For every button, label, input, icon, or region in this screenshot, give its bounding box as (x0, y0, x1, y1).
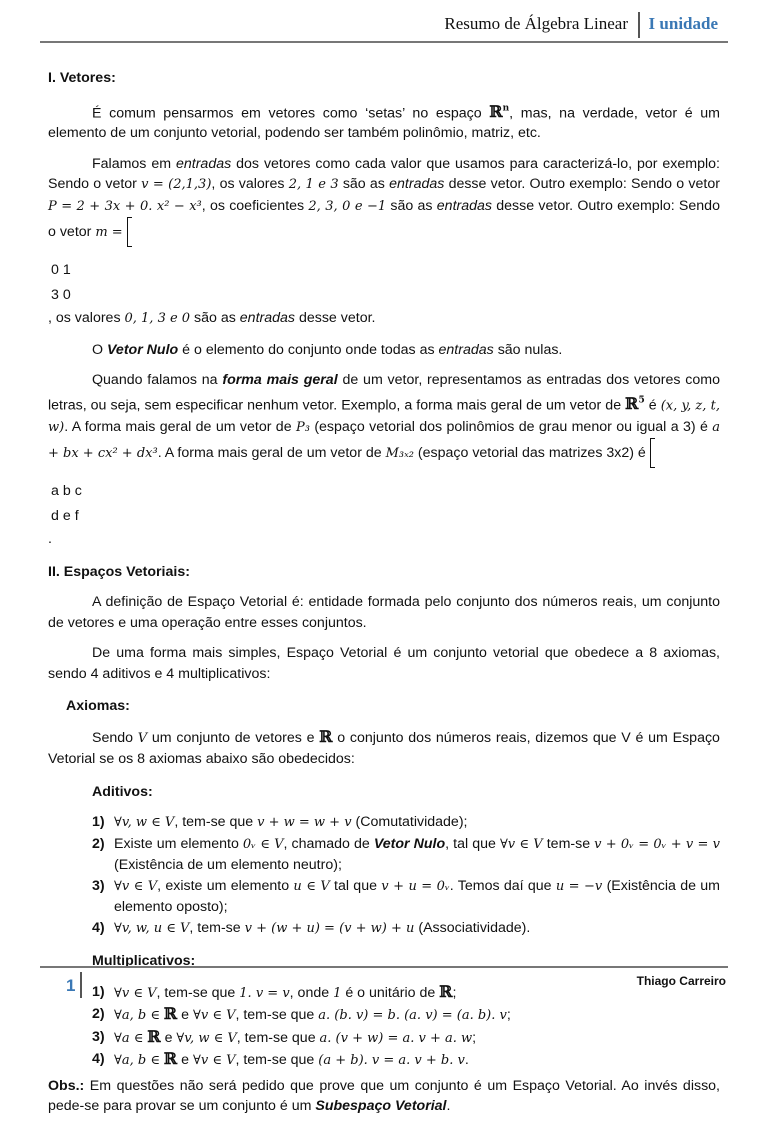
italic-text: entradas (175, 155, 232, 172)
math: 1. v = v (239, 985, 290, 1001)
paragraph-definicao: A definição de Espaço Vetorial é: entidade formada pelo conjunto dos números reais, um conjunto de vetores e uma operação entre esses conjuntos. (48, 594, 720, 631)
text: . A forma mais geral de um vetor de (64, 418, 292, 435)
text: Existe um elemento (114, 835, 239, 852)
bracket-left (127, 217, 132, 247)
paragraph-forma-geral (48, 370, 720, 468)
math: 1 (333, 985, 342, 1001)
matrix-cell: a (51, 483, 59, 500)
text: Sendo (92, 729, 134, 746)
subheading-multiplicativos: Multiplicativos: (92, 953, 196, 970)
text: é o elemento do conjunto onde todas as (182, 341, 435, 358)
text: são nulas. (497, 341, 563, 358)
paragraph-axiomas-intro: De uma forma mais simples, Espaço Vetorial é um conjunto vetorial que obedece a 8 axiomas, sendo 4 aditivos e 4 multiplicativos: (48, 645, 720, 682)
paragraph-entradas (48, 154, 720, 248)
item-number: 2) (92, 1006, 105, 1023)
text: um conjunto de vetores e (151, 729, 315, 746)
item-number: 1) (92, 814, 105, 831)
math: P₃ (295, 419, 310, 435)
text: , tem-se que (235, 1052, 315, 1069)
matrix-m (127, 217, 132, 247)
text: ℝ (489, 101, 503, 121)
text: Quando falamos na (92, 372, 218, 389)
aditivos-list (48, 812, 720, 939)
page-footer (40, 966, 728, 1006)
real-symbol: ℝ (439, 981, 453, 1001)
header-separator (638, 12, 640, 38)
text: são as (390, 197, 433, 214)
text: , os valores (48, 310, 121, 327)
text: e (181, 1007, 190, 1024)
math: a + bx + cx² + dx³ (48, 419, 720, 461)
text: desse vetor. Outro exemplo: Sendo o vetor (48, 197, 720, 241)
page-number: 1 (66, 976, 76, 995)
math: a. (v + w) = a. v + a. w (319, 1030, 473, 1046)
text: é o unitário de (345, 984, 436, 1001)
text: . (48, 531, 52, 548)
item-text (114, 1004, 720, 1027)
math: 0ᵥ ∈ V (242, 836, 284, 852)
math: m = (95, 225, 123, 241)
text: , tem-se (189, 919, 241, 936)
item-number: 3) (92, 877, 105, 894)
footer-rule (40, 966, 728, 968)
matrix-cell: c (74, 483, 82, 500)
italic-text: entradas (389, 176, 445, 193)
footer-author: Thiago Carreiro (636, 974, 726, 988)
math: (a + b). v = a. v + b. v (318, 1053, 465, 1069)
math: a. (b. v) = b. (a. v) = (a. b). v (318, 1008, 507, 1024)
paragraph-sendo-v (48, 727, 720, 770)
list-item (92, 812, 720, 834)
math: ∀v, w ∈ V (114, 815, 175, 831)
math: u ∈ V (293, 878, 330, 894)
real-symbol (489, 102, 509, 121)
math: ∀v ∈ V (114, 985, 157, 1001)
superscript: 5 (638, 395, 645, 406)
text: ℝ (625, 394, 639, 414)
text: . (464, 1052, 469, 1069)
math: 2, 1 e 3 (288, 177, 339, 193)
matrix-cell: f (74, 507, 79, 524)
item-text (114, 918, 720, 940)
text: , tal que (445, 835, 496, 852)
item-text (114, 812, 720, 834)
matrix-table (48, 478, 85, 529)
list-item (92, 918, 720, 940)
bracket-left (650, 438, 655, 468)
text: é (648, 397, 657, 414)
italic-text: entradas (438, 341, 494, 358)
matrix-cell: 0 (62, 286, 71, 303)
math: v + u = 0ᵥ (381, 878, 450, 894)
text: . A forma mais geral de um vetor de (157, 444, 382, 461)
text: ; (452, 984, 457, 1001)
math: ∀a, b ∈ (114, 1053, 160, 1069)
text: (Existência de um elemento oposto); (114, 877, 721, 916)
text: e (164, 1029, 173, 1046)
text: , onde (289, 984, 330, 1001)
math: ∀v, w, u ∈ V (114, 920, 190, 936)
text: tal que (334, 877, 377, 894)
item-text (114, 876, 720, 918)
text: Em questões não será pedido que prove que um conjunto é um Espaço Vetorial. Ao invés disso, pede-se para provar se um conjunto é um (48, 1077, 720, 1115)
item-text (114, 834, 720, 876)
bold-italic-text: Subespaço Vetorial (315, 1098, 447, 1115)
obs-label: Obs.: (48, 1077, 85, 1094)
paragraph-setas (48, 99, 720, 144)
italic-text: entradas (436, 197, 493, 214)
math: ∀v ∈ V (193, 1008, 236, 1024)
real-symbol (625, 394, 645, 413)
section-heading-espacos: II. Espaços Vetoriais: (48, 563, 190, 580)
math: v + 0ᵥ = 0ᵥ + v = v (594, 836, 720, 852)
text: (Associatividade). (418, 919, 531, 936)
text: de um vetor, representamos as entradas dos vetores como letras, ou seja, sem especificar nenhum vetor. Exemplo, a forma mais geral de um vetor de (48, 372, 720, 414)
text: (espaço vetorial dos polinômios de grau menor ou igual a 3) é (314, 418, 708, 435)
paragraph-obs (48, 1076, 720, 1117)
math: ∀v ∈ V (114, 878, 158, 894)
math: V (137, 730, 148, 746)
math: ∀v ∈ V (499, 836, 543, 852)
text: . (446, 1098, 451, 1115)
item-number: 2) (92, 835, 105, 852)
paragraph-vetor-nulo (48, 340, 720, 361)
matrix-cell: 0 (51, 262, 59, 279)
text: , tem-se que (235, 1007, 315, 1024)
item-text (114, 1049, 720, 1072)
matrix-table (48, 257, 74, 308)
matrix-general (650, 438, 655, 468)
real-symbol: ℝ (163, 1049, 178, 1069)
text: desse vetor. Outro exemplo: Sendo o vetor (448, 176, 720, 193)
text: , chamado de (283, 835, 370, 852)
page-header (40, 12, 728, 40)
text: Falamos em (92, 155, 172, 172)
real-symbol: ℝ (147, 1026, 161, 1046)
math: 2, 3, 0 e −1 (308, 198, 387, 214)
italic-text: entradas (239, 310, 296, 327)
text: , os valores (211, 176, 285, 193)
text: ; (472, 1029, 477, 1046)
math: ∀a, b ∈ (114, 1008, 160, 1024)
text: , os coeficientes (201, 197, 305, 214)
math: v + (w + u) = (v + w) + u (244, 920, 415, 936)
text: tem-se (546, 835, 591, 852)
item-text (114, 1027, 720, 1050)
real-symbol: ℝ (319, 726, 333, 746)
text: , tem-se que (174, 814, 254, 831)
text: dos vetores como cada valor que usamos para caracterizá-lo, por exemplo: Sendo o vetor (48, 155, 720, 193)
subheading-axiomas: Axiomas: (66, 698, 130, 715)
real-symbol: ℝ (163, 1004, 178, 1024)
bold-italic-text: Vetor Nulo (107, 341, 179, 358)
superscript: n (502, 103, 510, 114)
math: ∀a ∈ (114, 1030, 144, 1046)
list-item (92, 1004, 720, 1027)
list-item (92, 876, 720, 918)
text: e (181, 1052, 190, 1069)
math: P = 2 + 3x + 0. x² − x³ (48, 198, 202, 214)
text: , existe um elemento (157, 877, 290, 894)
math: ∀v ∈ V (193, 1053, 236, 1069)
math: u = −v (555, 878, 603, 894)
text: , mas, na verdade, vetor é um elemento de um conjunto vetorial, podendo ser também polinômio, matriz, etc. (48, 104, 720, 142)
list-item (92, 1027, 720, 1050)
matrix-cell: d (51, 507, 59, 524)
text: (Existência de um elemento neutro); (114, 857, 342, 874)
text: são as (342, 176, 385, 193)
header-unit: I unidade (648, 14, 718, 33)
math: v = (2,1,3) (141, 177, 212, 193)
text: É comum pensarmos em vetores como ‘setas’ no espaço (92, 104, 482, 121)
list-item (92, 834, 720, 876)
header-title: Resumo de Álgebra Linear (444, 14, 628, 33)
matrix-cell: e (62, 507, 71, 524)
math: ∀v, w ∈ V (176, 1030, 237, 1046)
item-number: 4) (92, 1051, 105, 1068)
text: ; (506, 1007, 511, 1024)
text: O (92, 341, 104, 358)
text: (Comutatividade); (355, 814, 468, 831)
math: M₃ₓ₂ (385, 445, 414, 461)
matrix-cell: 1 (62, 262, 71, 279)
item-number: 4) (92, 919, 105, 936)
text: são as (194, 310, 236, 327)
header-rule (40, 41, 728, 43)
bold-italic-text: Vetor Nulo (373, 835, 446, 852)
list-item (92, 1049, 720, 1072)
section-heading-vetores: I. Vetores: (48, 70, 116, 86)
item-number: 1) (92, 983, 105, 1000)
matrix-cell: b (62, 483, 71, 500)
math: v + w = w + v (257, 815, 352, 831)
matrix-cell: 3 (51, 286, 59, 303)
bold-italic-text: forma mais geral (222, 372, 338, 389)
text: o conjunto dos números reais, dizemos que V é um Espaço Vetorial se os 8 axiomas abaixo são obedecidos: (48, 729, 720, 768)
item-number: 3) (92, 1028, 105, 1045)
text: . Temos daí que (449, 877, 552, 894)
math: 0, 1, 3 e 0 (124, 311, 191, 327)
text: , tem-se que (156, 984, 236, 1001)
math: (x, y, z, t, w) (48, 398, 720, 435)
footer-separator (80, 972, 82, 998)
text: (espaço vetorial das matrizes 3x2) é (417, 444, 646, 461)
subheading-aditivos: Aditivos: (92, 783, 153, 800)
text: , tem-se que (236, 1029, 316, 1046)
text: desse vetor. (298, 310, 376, 327)
